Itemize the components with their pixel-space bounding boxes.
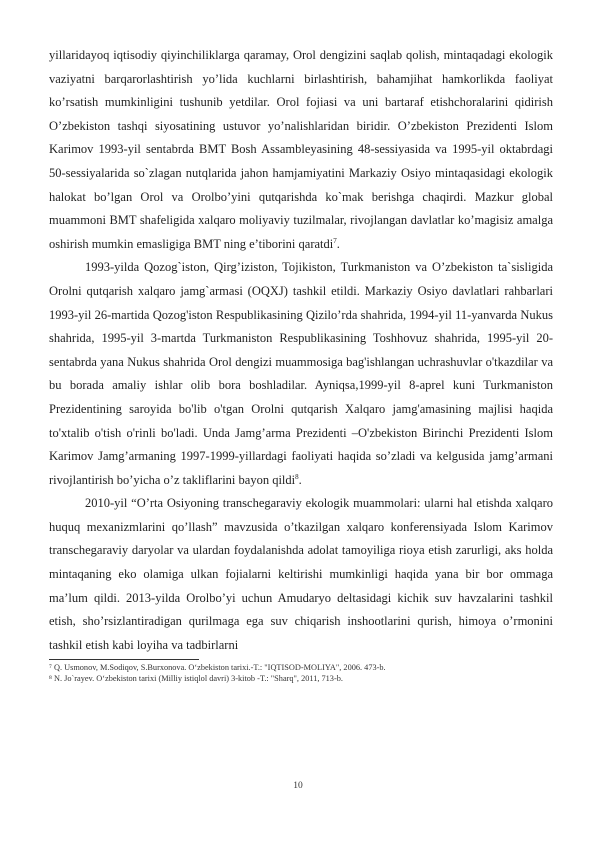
paragraph-2: 1993-yilda Qozog`iston, Qirg’iziston, Tojikiston, Turkmaniston va O’zbekiston ta`sisligida Orolni qutqarish xalqaro jamg`armasi (OQXJ) tashkil etildi. Markaziy Osiyo davlatlari rahbarlari 1993-yil 26-martida Qozog'iston Respublikasining Qizilo’rda shahrida, 1994-yil 11-yanvarda Nukus shahrida, 1995-yil 3-martda Turkmaniston Respublikasining Toshhovuz shahrida, 1995-yil 20-sentabrda yana Nukus shahrida Orol dengizi muammosiga bag'ishlangan uchrashuvlar o'tkazdilar va bu borada amaliy ishlar olib bora boshladilar. Ayniqsa,1999-yil 8-aprel kuni Turkmaniston Prezidentining saroyida bo'lib o'tgan Orolni qutqarish Xalqaro jamg'amasining majlisi haqida to'xtalib o'tish o'rinli bo'ladi. Unda Jamg’arma Prezidenti –O'zbekiston Birinchi Prezidenti Islom Karimov Jamg’armaning 1997-1999-yillardagi faoliyati haqida so’zladi va kelgusida jamg’armani rivojlantirish bo’yicha o’z takliflarini bayon qildi$^8$. (49, 260, 553, 487)
footnote-8: ⁸ N. Jo`rayev. O‘zbekiston tarixi (Milliy istiqlol davri) 3-kitob -T.: "Sharq", 2011, 713-b. (49, 674, 343, 684)
paragraph-3 (49, 492, 553, 657)
footnote-7: ⁷ Q. Usmonov, M.Sodiqov, S.Burxonova. O‘zbekiston tarixi.-T.: "IQTISOD-MOLIYA", 2006. 473-b. (49, 663, 386, 673)
paragraph-2-text: 1993-yilda Qozog`iston, Qirg’iziston, Tojikiston, Turkmaniston va O’zbekiston ta`sisligida Orolni qutqarish xalqaro jamg`armasi (OQXJ) tashkil etildi. Markaziy Osiyo davlatlari rahbarlari 1993-yil 26-martida Qozog'iston Respublikasining Qizilo’rda shahrida, 1994-yil 11-yanvarda Nukus shahrida, 1995-yil 3-martda Turkmaniston Respublikasining Toshhovuz shahrida, 1995-yil 20-sentabrda yana Nukus shahrida Orol dengizi muammosiga bag'ishlangan uchrashuvlar o'tkazdilar va bu borada amaliy ishlar olib bora boshladilar. Ayniqsa,1999-yil 8-aprel kuni Turkmaniston Prezidentining saroyida bo'lib o'tgan Orolni qutqarish Xalqaro jamg'amasining majlisi haqida to'xtalib o'tish o'rinli bo'ladi. Unda Jamg’arma Prezidenti –O'zbekiston Birinchi Prezidenti Islom Karimov Jamg’armaning 1997-1999-yillardagi faoliyati haqida so’zladi va kelgusida jamg’armani rivojlantirish bo’yicha o’z takliflarini bayon qildi (49, 260, 553, 487)
paragraph-1-text: yillaridayoq iqtisodiy qiyinchiliklarga qaramay, Orol dengizini saqlab qolish, mintaqadagi ekologik vaziyatni barqarorlashtirish yo’lida kuchlarni birlashtirish, bahamjihat hamkorlikda faoliyat ko’rsatish mumkinligini tushunib yetdilar. Orol fojiasi va uni bartaraf etishchoralarini qidirish O’zbekiston tashqi siyosatining ustuvor yo’nalishlaridan biridir. O’zbekiston Prezidenti Islom Karimov 1993-yil sentabrda BMT Bosh Assambleyasining 48-sessiyasida va 1995-yil oktabrdagi 50-sessiyalarida so`zlagan nutqlarida jahon hamjamiyatini Markaziy Osiyo mintaqasidagi ekologik halokat bo’lgan Orol va Orolbo’yini qutqarishda ko`mak berishga chaqirdi. Mazkur global muammoni BMT shafeligida xalqaro moliyaviy tuzilmalar, rivojlangan davlatlar ko’magisiz amalga oshirish mumkin emasligiga BMT ning e’tiborini qaratdi (49, 48, 553, 251)
paragraph-1: yillaridayoq iqtisodiy qiyinchiliklarga qaramay, Orol dengizini saqlab qolish, mintaqadagi ekologik vaziyatni barqarorlashtirish yo’lida kuchlarni birlashtirish, bahamjihat hamkorlikda faoliyat ko’rsatish mumkinligini tushunib yetdilar. Orol fojiasi va uni bartaraf etishchoralarini qidirish O’zbekiston tashqi siyosatining ustuvor yo’nalishlaridan biridir. O’zbekiston Prezidenti Islom Karimov 1993-yil sentabrda BMT Bosh Assambleyasining 48-sessiyasida va 1995-yil oktabrdagi 50-sessiyalarida so`zlagan nutqlarida jahon hamjamiyatini Markaziy Osiyo mintaqasidagi ekologik halokat bo’lgan Orol va Orolbo’yini qutqarishda ko`mak berishga chaqirdi. Mazkur global muammoni BMT shafeligida xalqaro moliyaviy tuzilmalar, rivojlangan davlatlar ko’magisiz amalga oshirish mumkin emasligiga BMT ning e’tiborini qaratdi$^7$. (49, 48, 553, 251)
footnote-ref-7[interactable]: 7 (333, 236, 337, 245)
page-number: 10 (293, 781, 303, 791)
footnote-separator (49, 659, 199, 660)
paragraph-3-text: 2010-yil “O’rta Osiyoning transchegaraviy ekologik muammolari: ularni hal etishda xalqaro huquq mexanizmlarini qo’llash” mavzusida o’tkazilgan xalqaro konferensiyada Islom Karimov transchegaraviy daryolar va ulardan foydalanishda adolat tamoyiliga rioya etish zarurligi, aks holda mintaqaning eko olamiga ulkan fojialarni keltirishi mumkinligi haqida yana bir bor ommaga ma’lum qildi. 2013-yilda Orolbo’yi uchun Amudaryo deltasidagi kichik suv havzalarini tashkil etish, sho’rsizlantiradigan qurilmaga ega suv chiqarish inshootlarini qurish, himoya o’rmonini tashkil etish kabi loyiha va tadbirlarni (49, 496, 553, 652)
footnotes (49, 662, 553, 684)
document-page (49, 44, 553, 684)
footnote-ref-8[interactable]: 8 (295, 472, 299, 481)
